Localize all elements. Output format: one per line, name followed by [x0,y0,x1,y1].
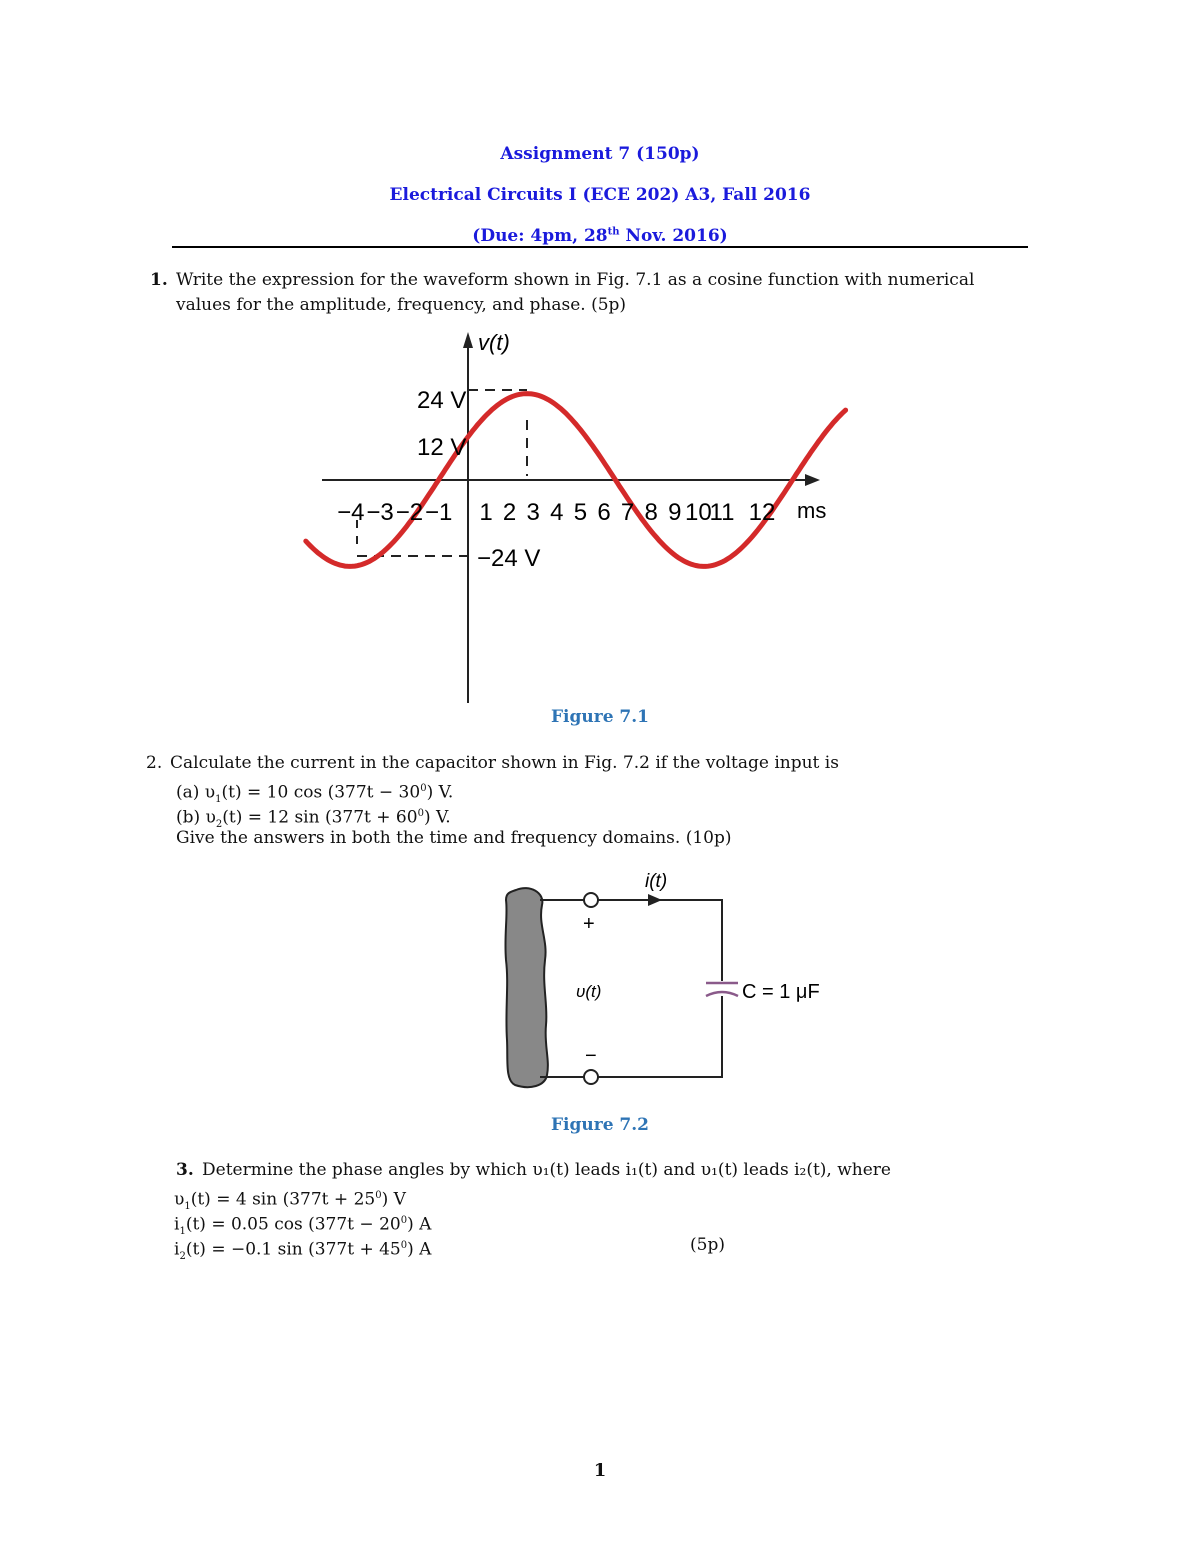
x-axis-arrow [805,474,820,486]
x-tick-labels [337,499,775,526]
x-tick-label: 12 [748,499,776,526]
current-label: i(t) [645,871,668,892]
y-axis-arrow [463,332,473,348]
x-tick-label: −3 [366,499,394,526]
q3-v1-c: ) V [381,1189,406,1210]
q3-number: 3. [176,1160,194,1180]
q3-v1-a: υ [174,1189,185,1210]
q1-number: 1. [150,270,168,290]
x-tick-label: 10 [685,499,712,526]
x-tick-label: −2 [395,499,424,526]
x-unit: ms [797,498,827,523]
due-suffix: Nov. 2016) [619,226,728,246]
q2-b-mid: (t) = 12 sin (377t + 60 [222,807,418,828]
q2-b-sup: 0 [417,808,424,819]
due-date [0,226,1200,246]
q2-a-prefix: (a) υ [176,782,216,803]
x-tick-label: 11 [709,499,735,526]
capacitor-circuit [0,860,1200,1100]
voltage-label: υ(t) [576,982,602,1001]
figure-7-1-caption: Figure 7.1 [550,707,650,727]
q3-intro: Determine the phase angles by which υ₁(t) leads i₁(t) and υ₁(t) leads i₂(t), where [202,1160,891,1180]
q3-i1-b: (t) = 0.05 cos (377t − 20 [185,1214,401,1235]
x-tick-label: −4 [337,499,365,526]
x-tick-label: 9 [668,499,682,526]
q3-v1-sup: 0 [375,1190,382,1201]
q2-a-end: ) V. [426,782,454,803]
x-tick-label: 5 [573,499,588,526]
x-tick-label: −1 [425,499,453,526]
top-wire [598,900,722,981]
x-tick-label: 8 [644,499,658,526]
q2-b-prefix: (b) υ [176,807,216,828]
header-rule [172,246,1028,248]
q3-i2-sup: 0 [400,1240,408,1251]
due-prefix: (Due: 4pm, 28 [472,226,608,246]
page-number: 1 [593,1460,607,1481]
voltage-source [505,888,547,1087]
q3-i2-a: i [174,1239,180,1260]
q1-line2: values for the amplitude, frequency, and phase. (5p) [176,295,627,315]
x-tick-label: 6 [597,499,611,526]
q3-i1-c: ) A [407,1214,432,1235]
capacitor-plate-bottom [706,992,738,996]
q3-points: (5p) [690,1235,725,1255]
capacitor-label: C = 1 μF [742,981,820,1003]
label-neg24v: −24 V [477,545,541,572]
q2-number: 2. [146,753,163,773]
q3-v1-sub: 1 [184,1201,191,1213]
assignment-title: Assignment 7 (150p) [500,144,700,164]
bottom-terminal [584,1070,598,1084]
bottom-wire [598,996,722,1077]
label-12v: 12 V [417,434,467,461]
x-tick-label: 4 [550,499,564,526]
x-tick-label: 3 [526,499,540,526]
q3-i2-sub: 2 [179,1251,186,1263]
q3-i2 [174,1233,431,1269]
plus-sign: + [583,913,595,935]
course-title: Electrical Circuits I (ECE 202) A3, Fall 2016 [389,185,811,205]
y-axis-label: v(t) [478,330,510,355]
current-arrow-icon [648,894,662,906]
label-24v: 24 V [417,387,467,414]
q2-answer-note: Give the answers in both the time and frequency domains. (10p) [176,828,732,848]
q2-intro: Calculate the current in the capacitor shown in Fig. 7.2 if the voltage input is [170,753,839,773]
q3-i2-b: (t) = −0.1 sin (377t + 45 [185,1239,401,1260]
figure-7-2-caption: Figure 7.2 [550,1115,650,1135]
q2-b-sub: 2 [215,819,223,831]
x-tick-label: 2 [502,499,517,526]
q3-i1-sub: 1 [179,1226,186,1238]
q2-b-end: ) V. [423,807,451,828]
top-terminal [584,893,598,907]
q2-a-sup: 0 [420,783,427,794]
q2-a-sub: 1 [215,794,222,806]
minus-sign: − [585,1045,597,1067]
waveform-figure [0,320,1200,710]
q3-i1-sup: 0 [400,1215,408,1226]
due-sup: th [607,226,620,238]
q1-line1: Write the expression for the waveform shown in Fig. 7.1 as a cosine function with numerical [176,270,975,290]
q2-a-mid: (t) = 10 cos (377t − 30 [221,782,421,803]
x-tick-label: 1 [479,499,493,526]
x-tick-label: 7 [620,499,635,526]
q3-i1-a: i [174,1214,180,1235]
q3-v1-b: (t) = 4 sin (377t + 25 [190,1189,376,1210]
q3-i2-c: ) A [407,1239,432,1260]
